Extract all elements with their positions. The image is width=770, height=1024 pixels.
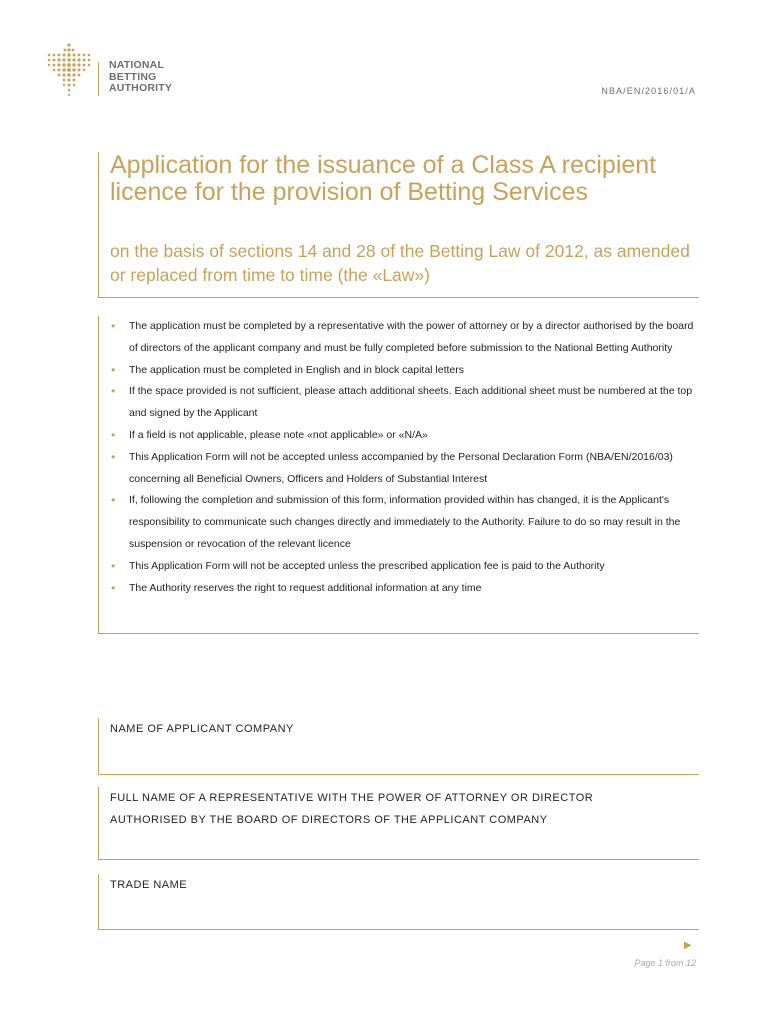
instruction-item: • The application must be completed in English and in block capital letters bbox=[111, 360, 699, 382]
representative-label-line: AUTHORISED BY THE BOARD OF DIRECTORS OF THE APPLICANT COMPANY bbox=[110, 814, 548, 826]
title-block bbox=[98, 152, 699, 298]
instruction-item: • This Application Form will not be accepted unless the prescribed application fee is paid to the Authority bbox=[111, 556, 699, 578]
instruction-item: • This Application Form will not be accepted unless accompanied by the Personal Declaration Form (NBA/EN/2016/03) concerning all Beneficial Owners, Officers and Holders of Substantial Interest bbox=[111, 447, 699, 491]
logo-line: NATIONAL bbox=[109, 59, 165, 71]
logo-line: BETTING bbox=[109, 70, 157, 83]
page-subtitle: on the basis of sections 14 and 28 of the Betting Law of 2012, as amended or replaced from time to time (the «Law») bbox=[110, 241, 690, 285]
document-code: NBA/EN/2016/01/A bbox=[601, 86, 696, 96]
instructions-list bbox=[111, 316, 699, 599]
representative-name-label bbox=[110, 787, 690, 831]
logo-dots-icon bbox=[44, 42, 94, 98]
instruction-item: • If a field is not applicable, please note «not applicable» or «N/A» bbox=[111, 425, 699, 447]
logo-divider bbox=[98, 62, 99, 96]
page-number: Page 1 from 12 bbox=[634, 958, 696, 968]
next-page-arrow-icon: ▶ bbox=[684, 940, 692, 951]
representative-label-line: FULL NAME OF A REPRESENTATIVE WITH THE POWER OF ATTORNEY OR DIRECTOR bbox=[110, 792, 594, 804]
logo-wordmark bbox=[109, 60, 172, 95]
instruction-item: • The application must be completed by a representative with the power of attorney or by a director authorised by the board of directors of the applicant company and must be fully completed before submission to the National Betting Authority bbox=[111, 316, 699, 360]
logo-line: AUTHORITY bbox=[109, 82, 173, 94]
instructions-block bbox=[98, 316, 699, 634]
trade-name-field[interactable] bbox=[98, 874, 699, 930]
instruction-item: • If the space provided is not sufficient, please attach additional sheets. Each additional sheet must be numbered at the top and signed by the Applicant bbox=[111, 381, 699, 425]
company-name-field[interactable] bbox=[98, 718, 699, 775]
instruction-item: • If, following the completion and submission of this form, information provided within has changed, it is the Applicant's responsibility to communicate such changes directly and immediately to the Authority. Failure to do so may result in the suspension or revocation of the relevant licence bbox=[111, 490, 699, 555]
page-title: Application for the issuance of a Class A recipient licence for the provision of Betting Services bbox=[110, 151, 657, 206]
trade-name-label: TRADE NAME bbox=[110, 879, 188, 891]
representative-name-field[interactable] bbox=[98, 787, 699, 860]
company-name-label: NAME OF APPLICANT COMPANY bbox=[110, 723, 294, 735]
instruction-item: • The Authority reserves the right to request additional information at any time bbox=[111, 578, 699, 600]
